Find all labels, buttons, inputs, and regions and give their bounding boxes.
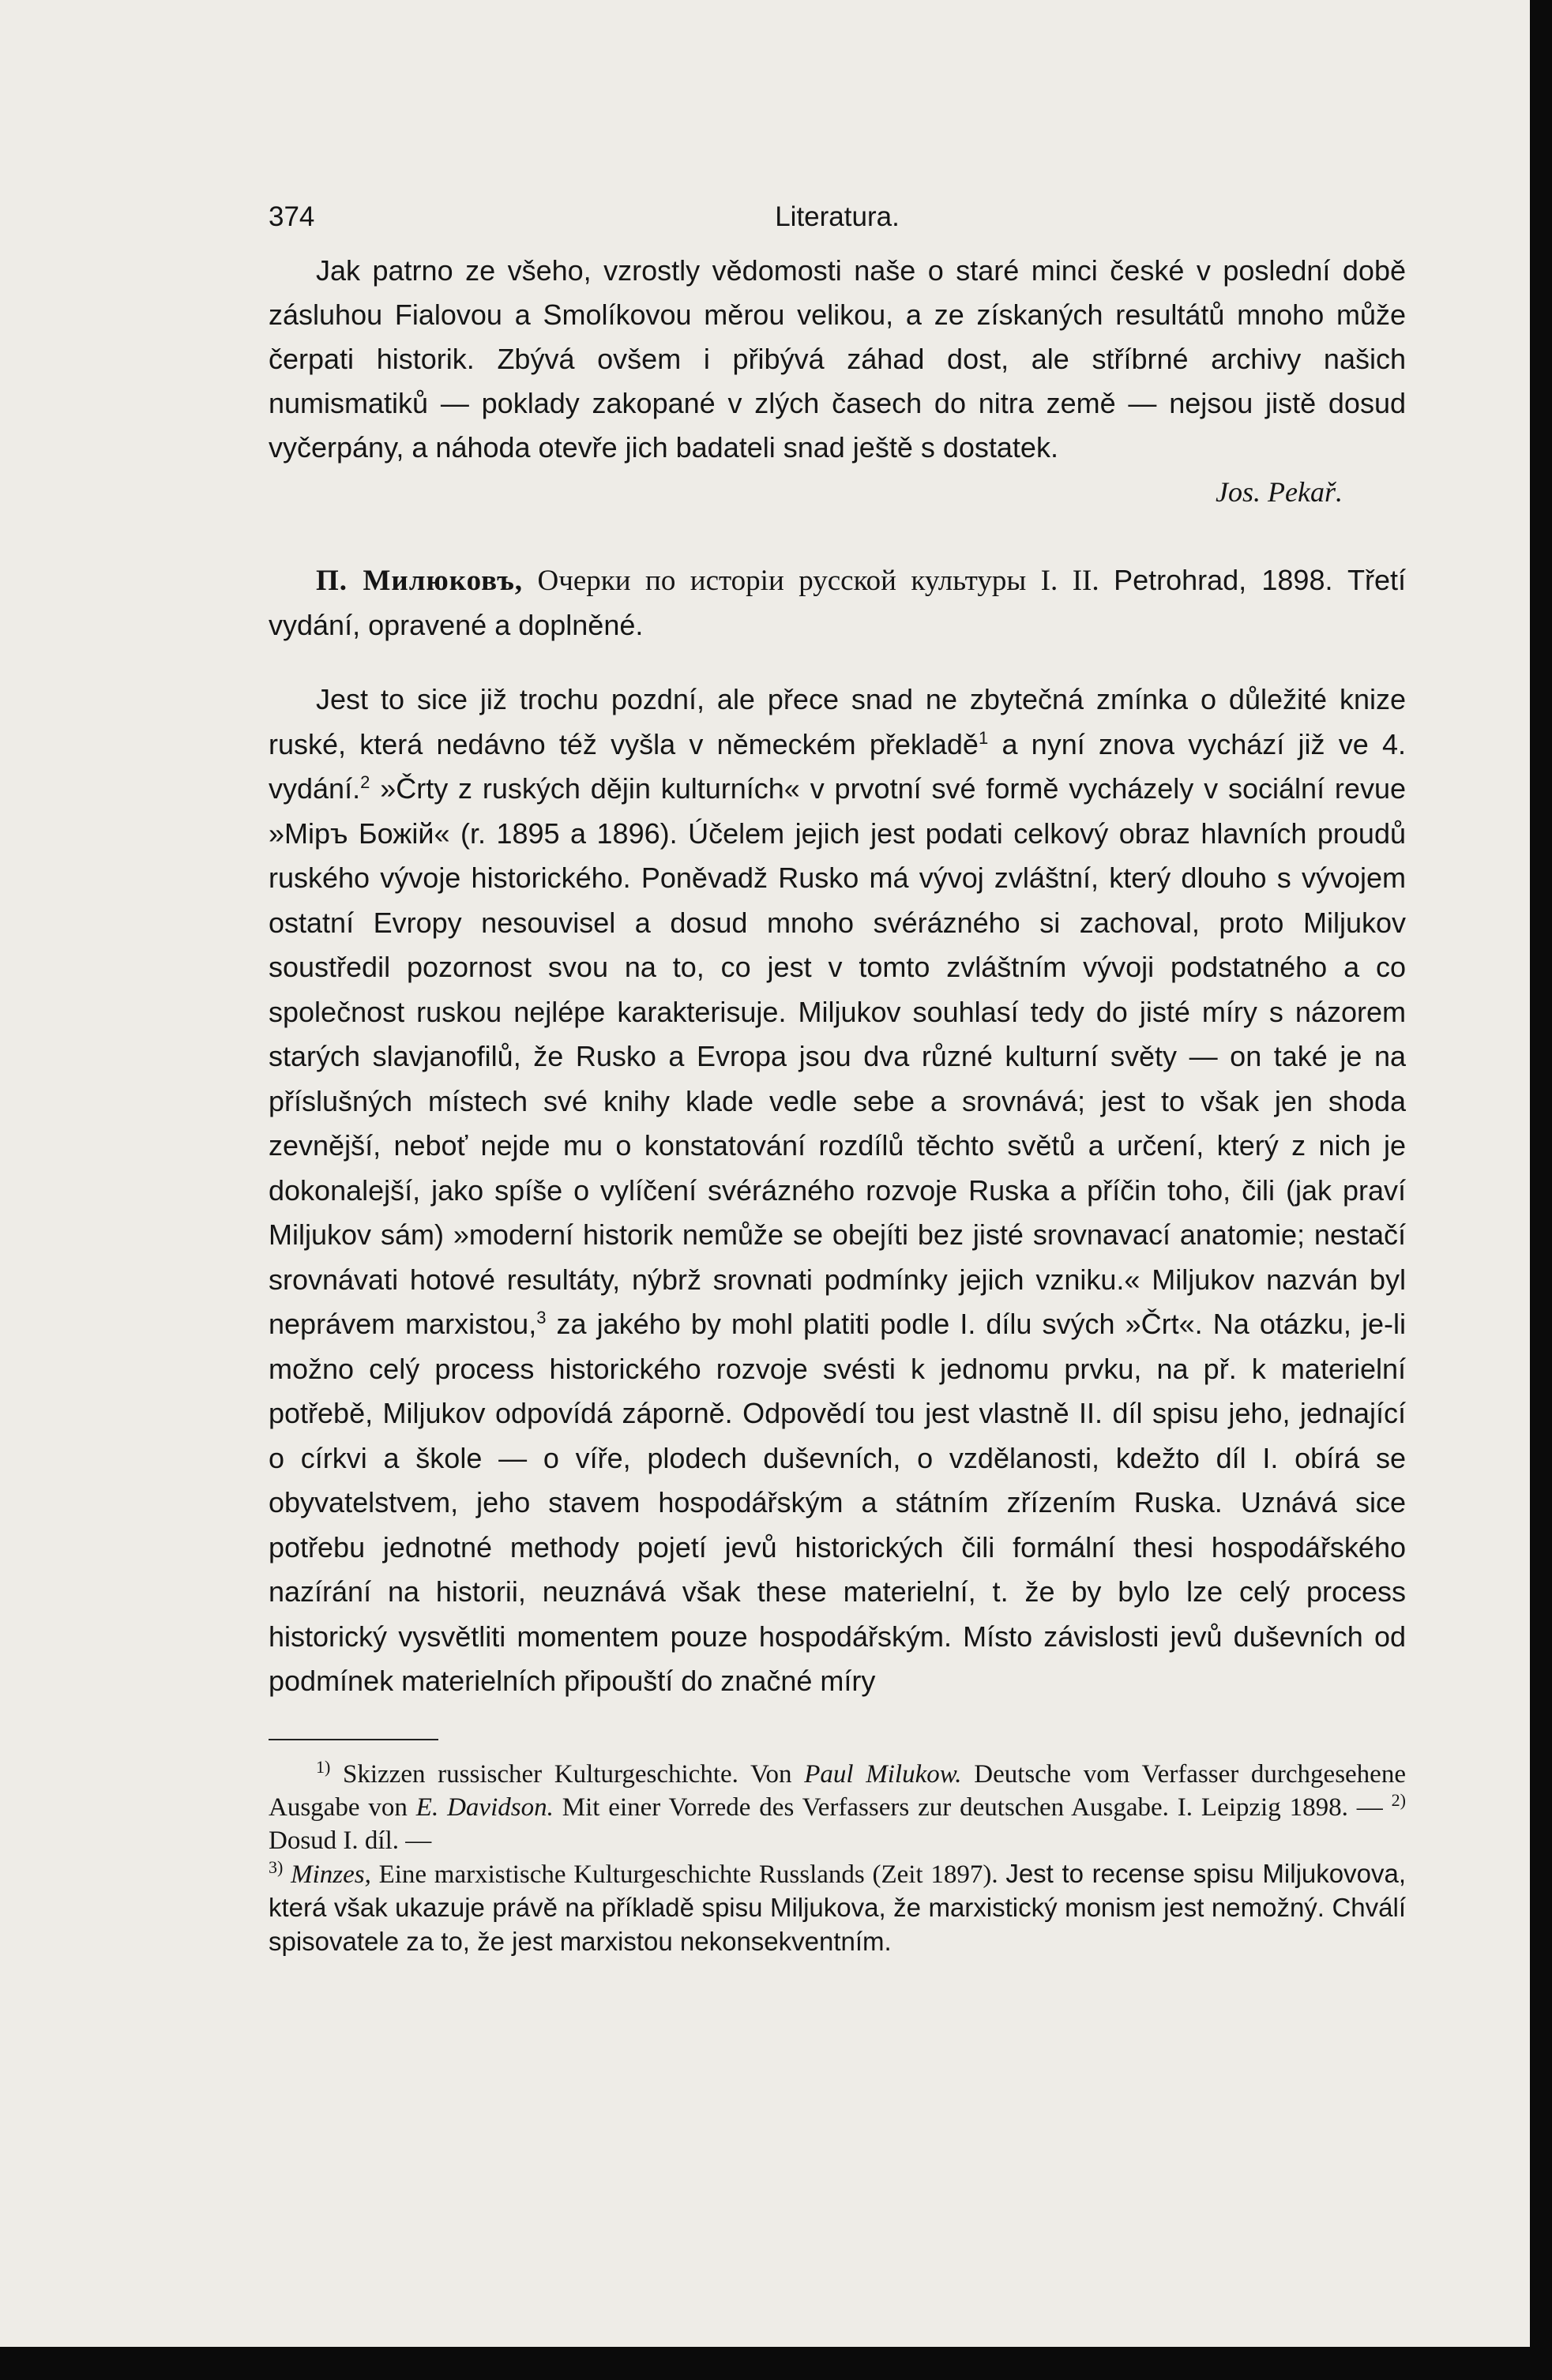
footnote-2-text: Dosud I. díl. — <box>269 1826 432 1855</box>
intro-paragraph: Jak patrno ze všeho, vzrostly vědomosti naše o staré minci české v poslední době zásluhou Fialovou a Smolíkovou měrou velikou, a ze získaných resultátů mnoho může čerpati historik. Zbývá ovšem i přibývá záhad dost, ale stříbrné archivy našich numismatiků — poklady zakopané v zlých časech do nitra země — nejsou jistě dosud vyčerpány, a náhoda otevře jich badateli snad ještě s dostatek. <box>269 254 1406 464</box>
review-text-2: a nyní znova vychází již ve 4. vydání. <box>269 727 1406 805</box>
footnote-1-marker: 1) <box>316 1756 331 1777</box>
footnote-1-text-c: Mit einer Vorrede des Verfassers zur deutschen Ausgabe. I. Leipzig 1898. — <box>553 1793 1392 1822</box>
review-text-3: »Črty z ruských dějin kulturních« v prvotní své formě vycházely v sociální revue »Міръ Божій« (r. 1895 a 1896). Účelem jejich jest podati celkový obraz hlavních proudů ruského vývoje historického. Poněvadž Rusko má vývoj zvláštní, který dlouho s vývojem ostatní Evropy nesouvisel a dosud mnoho svérázného si zachoval, proto Miljukov soustředil pozornost svou na to, co jest v tomto zvláštním vývoji podstatného a co společnost ruskou nejlépe karakterisuje. Miljukov souhlasí tedy do jisté míry s názorem starých slavjanofilů, že Rusko a Evropa jsou dva různé kulturní světy — on také je na příslušných místech své knihy klade vedle sebe a srovnává; jest to však jen shoda zevnější, neboť nejde mu o konstatování rozdílů těchto světů a určení, který z nich je dokonalejší, jako spíše o vylíčení svérázného rozvoje Ruska a příčin toho, čili (jak praví Miljukov sám) »moderní historik nemůže se obejíti bez jisté srovnavací anatomie; nestačí srovnávati hotové resultáty, nýbrž srovnati podmínky jejich vzniku.« Miljukov nazván byl neprávem marxistou, <box>269 772 1406 1340</box>
footnote-divider <box>269 1739 438 1740</box>
footnote-3-marker: 3) <box>269 1856 284 1877</box>
footnote-1-editor: E. Davidson. <box>415 1793 554 1822</box>
page-content <box>269 201 1406 1959</box>
footnote-1-text: Skizzen russischer Kulturgeschichte. Von <box>330 1759 805 1789</box>
running-head <box>269 201 1406 249</box>
footnote-1-and-2 <box>269 1758 1406 1857</box>
review-heading <box>269 558 1406 648</box>
scan-border-right <box>1530 0 1552 2380</box>
footnote-2-marker: 2) <box>1391 1789 1406 1810</box>
review-text-1: Jest to sice již trochu pozdní, ale přece snad ne zbytečná zmínka o důležité knize ruské, která nedávno též vyšla v německém překladě <box>269 683 1406 760</box>
signature: Jos. Pekař. <box>1216 476 1343 508</box>
footnote-1-text-b: Deutsche vom Verfasser durchgesehene Ausgabe von <box>269 1759 1406 1822</box>
footnote-ref-3[interactable]: 3 <box>536 1308 547 1327</box>
footnote-ref-2[interactable]: 2 <box>360 772 370 792</box>
review-author: П. Милюковъ, <box>316 565 524 597</box>
review-publication: Petrohrad, 1898. Třetí vydání, opravené a doplněné. <box>269 564 1407 641</box>
page-number: 374 <box>269 201 315 232</box>
review-text-4: za jakého by mohl platiti podle I. dílu svých »Črt«. Na otázku, je-li možno celý process historického rozvoje svésti k jednomu prvku, na př. k materielní potřebě, Miljukov odpovídá záporně. Odpovědí tou jest vlastně II. díl spisu jeho, jednající o církvi a škole — o víře, plodech duševních, o vzdělanosti, kdežto díl I. obírá se obyvatelstvem, jeho stavem hospodářským a státním zřízením Ruska. Uznává sice potřebu jednotné methody pojetí jevů historických čili formální thesi hospodářského nazírání na historii, neuznává však these materielní, t. že by bylo lze celý process historický vysvětliti momentem pouze hospodářským. Místo závislosti jevů duševních od podmínek materielních připouští do značné míry <box>269 1308 1406 1697</box>
page-title: Literatura. <box>775 201 900 232</box>
footnote-3 <box>269 1857 1406 1959</box>
review-title: Очерки по исторіи русской культуры I. II. <box>537 565 1099 597</box>
footnote-3-commentary: Jest to recense spisu Miljukovova, která však ukazuje právě na příkladě spisu Miljukova, že marxistický monism jest nemožný. Chválí spisovatele za to, že jest marxistou nekonsekventním. <box>269 1858 1406 1956</box>
footnote-3-text: Eine marxistische Kulturgeschichte Russlands (Zeit 1897). <box>370 1860 1006 1889</box>
review-body <box>269 678 1406 1704</box>
scan-border-bottom <box>0 2347 1552 2380</box>
footnote-3-italic: Minzes, <box>291 1860 371 1889</box>
footnotes <box>269 1758 1406 1959</box>
footnote-1-author: Paul Milukow. <box>804 1759 962 1789</box>
footnote-ref-1[interactable]: 1 <box>978 727 989 748</box>
